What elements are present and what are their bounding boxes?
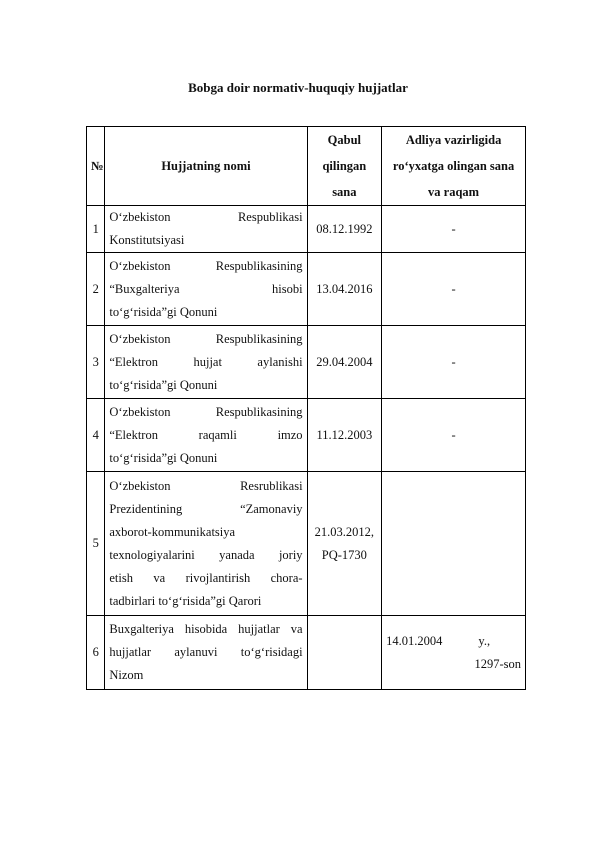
table-row — [87, 206, 526, 253]
document-name-line: “Elektron raqamli imzo — [109, 427, 303, 442]
document-name-line: Konstitutsiyasi — [109, 233, 185, 247]
document-name-line: axborot-kommunikatsiya — [109, 524, 236, 539]
registration-info: - — [382, 399, 526, 472]
document-name-line: hujjatlar aylanuvi to‘g‘risidagi — [109, 645, 303, 659]
registration-info — [382, 616, 526, 690]
document-name-line: “Elektron hujjat aylanishi — [109, 354, 303, 369]
table-row — [87, 616, 526, 690]
document-name-line: O‘zbekiston Resrublikasi — [109, 478, 303, 493]
document-name — [105, 253, 307, 326]
document-name-line: O‘zbekiston Respublikasining — [109, 404, 303, 419]
row-number: 4 — [87, 399, 105, 472]
registration-info — [382, 472, 526, 616]
header-registration — [382, 127, 526, 206]
document-name-line: O‘zbekiston Respublikasining — [109, 258, 303, 273]
header-document-name: Hujjatning nomi — [105, 127, 307, 206]
header-number: № — [87, 127, 105, 206]
registration-year-suffix: y., — [478, 633, 491, 648]
adoption-date — [307, 616, 382, 690]
row-number: 3 — [87, 326, 105, 399]
document-name-line: etish va rivojlantirish chora- — [109, 570, 303, 585]
adoption-date: 13.04.2016 — [307, 253, 382, 326]
adoption-date: 29.04.2004 — [307, 326, 382, 399]
header-registration-line3: va raqam — [428, 185, 480, 199]
adoption-date — [307, 472, 382, 616]
table-header-row — [87, 127, 526, 206]
document-name-line: to‘g‘risida”gi Qonuni — [109, 377, 218, 392]
row-number: 1 — [87, 206, 105, 253]
header-adoption-date-line1: Qabul — [327, 133, 362, 147]
document-name — [105, 616, 307, 690]
adoption-date: 11.12.2003 — [307, 399, 382, 472]
table-row — [87, 326, 526, 399]
header-adoption-date-line3: sana — [332, 185, 357, 199]
registration-number: 1297-son — [474, 656, 521, 671]
header-registration-line2: ro‘yxatga olingan sana — [392, 159, 515, 173]
header-adoption-date-line2: qilingan — [322, 159, 367, 173]
page-title: Bobga doir normativ-huquqiy hujjatlar — [188, 80, 408, 95]
document-name — [105, 472, 307, 616]
document-name-line: O‘zbekiston Respublikasi — [109, 210, 303, 224]
row-number: 5 — [87, 472, 105, 616]
document-name-line: O‘zbekiston Respublikasining — [109, 331, 303, 346]
document-name-line: Nizom — [109, 668, 144, 682]
document-name — [105, 326, 307, 399]
table-row — [87, 253, 526, 326]
table-row — [87, 399, 526, 472]
document-name-line: “Buxgalteriya hisobi — [109, 281, 303, 296]
registration-date: 14.01.2004 — [386, 633, 443, 648]
registration-info: - — [382, 206, 526, 253]
document-name — [105, 399, 307, 472]
document-name — [105, 206, 307, 253]
document-name-line: Prezidentining “Zamonaviy — [109, 501, 303, 516]
registration-info: - — [382, 253, 526, 326]
header-adoption-date — [307, 127, 382, 206]
row-number: 6 — [87, 616, 105, 690]
documents-table — [86, 126, 526, 690]
document-name-line: to‘g‘risida”gi Qonuni — [109, 304, 218, 319]
adoption-date-line1: 21.03.2012, — [314, 524, 375, 539]
header-registration-line1: Adliya vazirligida — [405, 133, 502, 147]
adoption-date: 08.12.1992 — [307, 206, 382, 253]
registration-info: - — [382, 326, 526, 399]
table-row — [87, 472, 526, 616]
document-name-line: tadbirlari to‘g‘risida”gi Qarori — [109, 593, 262, 608]
row-number: 2 — [87, 253, 105, 326]
document-name-line: texnologiyalarini yanada joriy — [109, 547, 303, 562]
document-name-line: to‘g‘risida”gi Qonuni — [109, 450, 218, 465]
adoption-date-line2: PQ-1730 — [321, 547, 367, 562]
registration-date-line — [386, 630, 521, 653]
document-name-line: Buxgalteriya hisobida hujjatlar va — [109, 622, 303, 636]
